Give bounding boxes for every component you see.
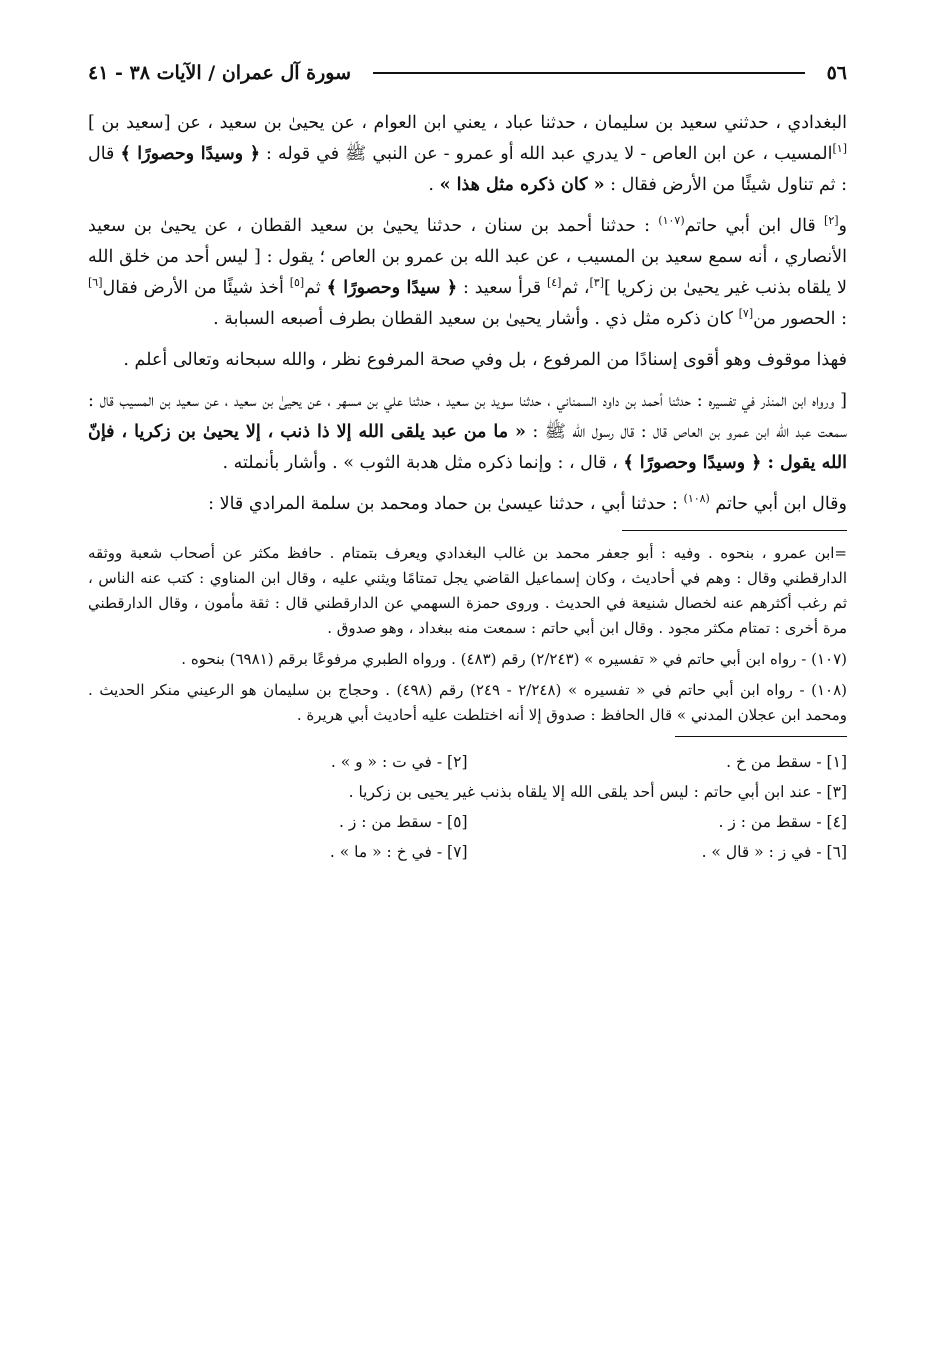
text: قال : ثم تناول شيئًا من الأرض فقال : bbox=[88, 144, 847, 195]
quran-quote: ﴿ سيدًا وحصورًا ﴾ bbox=[326, 278, 458, 298]
manuscript-variants bbox=[88, 747, 847, 867]
variant-ref: [٣] bbox=[589, 276, 605, 290]
variant-4: [٤] - سقط من : ز . bbox=[718, 813, 847, 831]
footnote-108: (١٠٨) - رواه ابن أبي حاتم في « تفسيره » (٢/٢٤٨ - ٢٤٩) رقم (٤٩٨) . وحجاج بن سليمان هو الرعيني منكر الحديث . ومحمد ابن عجلان المدني » قال الحافظ : صدوق إلا أنه اختلطت عليه أحاديث أبي هريرة . bbox=[88, 681, 848, 724]
text: قال ابن أبي حاتم bbox=[684, 216, 825, 236]
variant-1: [١] - سقط من خ . bbox=[726, 753, 847, 771]
variant-ref: [٤] bbox=[546, 276, 562, 290]
paragraph-4 bbox=[88, 386, 847, 479]
hadith-quote: « ما من عبد يلقى الله إلا ذا ذنب ، إلا يحيىٰ بن زكريا ، فإنّ الله يقول : ﴿ وسيدًا وحصورًا ﴾ bbox=[88, 422, 847, 473]
paragraph-5 bbox=[88, 489, 847, 520]
hadith-quote: « كان ذكره مثل هذا » bbox=[439, 175, 605, 195]
variant-6: [٦] - في ز : « قال » . bbox=[701, 843, 847, 861]
text: [ ورواه ابن المنذر في تفسيره : حدثنا أحمد بن داود السمناني ، حدثنا سويد بن سعيد ، حدثنا علي بن مسهر ، عن يحيىٰ بن سعيد ، عن سعيد بن المسيب قال : سمعت عبد الله ابن عمرو بن العاص قال : قال رسول الله ﷺ : bbox=[88, 391, 847, 442]
variants-row bbox=[88, 837, 847, 867]
variant-3: [٣] - عند ابن أبي حاتم : ليس أحد يلقى الله إلا يلقاه بذنب غير يحيى بن زكريا . bbox=[348, 783, 847, 801]
main-text bbox=[88, 108, 847, 520]
variant-5: [٥] - سقط من : ز . bbox=[338, 813, 468, 831]
footnote-ref: (١٠٨) bbox=[683, 492, 710, 506]
variant-ref: [٦] bbox=[88, 276, 103, 290]
text: و bbox=[838, 216, 847, 236]
text: . bbox=[428, 175, 440, 195]
variants-row bbox=[88, 807, 847, 837]
variants-row bbox=[88, 777, 847, 807]
variant-ref: [١] bbox=[832, 142, 847, 156]
text: المسيب ، عن ابن العاص - لا يدري عبد الله أو عمرو - عن النبي ﷺ في قوله : bbox=[259, 144, 833, 164]
text: أخذ شيئًا من الأرض فقال bbox=[102, 278, 290, 298]
paragraph-3: فهذا موقوف وهو أقوى إسنادًا من المرفوع ، بل وفي صحة المرفوع نظر ، والله سبحانه وتعالى أعلم . bbox=[123, 350, 847, 370]
paragraph-2 bbox=[88, 211, 847, 335]
text: ، قال ، : وإنما ذكره مثل هدبة الثوب » . وأشار بأنملته . bbox=[222, 453, 624, 473]
text: ثم bbox=[304, 278, 327, 298]
variants-row bbox=[88, 747, 847, 777]
text: : حدثنا أحمد بن سنان ، حدثنا يحيىٰ بن سعيد القطان ، عن يحيىٰ بن سعيد الأنصاري ، أنه سمع سعيد بن المسيب ، عن عبد الله بن عمرو بن العاص ؛ يقول : [ ليس أحد من خلق الله لا يلقاه بذنب غير يحيىٰ بن زكريا ] bbox=[88, 216, 847, 298]
paragraph-1 bbox=[88, 108, 847, 201]
text: : الحصور من bbox=[753, 309, 847, 329]
variant-ref: [٢] bbox=[824, 214, 839, 228]
text: ، ثم bbox=[561, 278, 590, 298]
footnotes bbox=[88, 541, 847, 728]
quran-quote: ﴿ وسيدًا وحصورًا ﴾ bbox=[120, 144, 260, 164]
page-number: ٥٦ bbox=[826, 62, 847, 84]
text: البغدادي ، حدثني سعيد بن سليمان ، حدثنا عباد ، يعني ابن العوام ، عن يحيىٰ بن سعيد ، عن [سعيد بن ] bbox=[88, 113, 847, 133]
variant-ref: [٧] bbox=[738, 307, 754, 321]
page-header bbox=[88, 56, 847, 90]
running-title: سورة آل عمران / الآيات ٣٨ - ٤١ bbox=[88, 62, 352, 84]
footnote-separator bbox=[622, 530, 847, 531]
text: كان ذكره مثل ذي . وأشار يحيىٰ بن سعيد القطان بطرف أصبعه السبابة . bbox=[213, 309, 739, 329]
variant-2: [٢] - في ت : « و » . bbox=[330, 753, 468, 771]
variant-ref: [٥] bbox=[289, 276, 305, 290]
variant-7: [٧] - في خ : « ما » . bbox=[329, 843, 468, 861]
footnote-107: (١٠٧) - رواه ابن أبي حاتم في « تفسيره » (٢/٢٤٣) رقم (٤٨٣) . ورواه الطبري مرفوعًا برقم (٦٩٨١) بنحوه . bbox=[181, 650, 847, 668]
footnote-continuation: =ابن عمرو ، بنحوه . وفيه : أبو جعفر محمد بن غالب البغدادي ويعرف بتمتام . حافظ مكثر عن أصحاب شعبة ووثقه الدارقطني وقال : وهم في أحاديث ، وكان إسماعيل القاضي يجل تمتامًا ويثني عليه ، وقال ابن المناوي : كتب عنه الناس ، ثم رغب أكثرهم عنه لخصال شنيعة في الحديث . وروى حمزة السهمي عن الدارقطني قال : ثقة مأمون ، وقال الدارقطني مرة أخرى : تمتام مكثر مجود . وقال ابن أبي حاتم : سمعت منه ببغداد ، وهو صدوق . bbox=[88, 544, 847, 637]
variants-separator bbox=[675, 736, 847, 737]
text: قرأ سعيد : bbox=[457, 278, 547, 298]
footnote-ref: (١٠٧) bbox=[658, 214, 685, 228]
text: وقال ابن أبي حاتم bbox=[709, 494, 847, 514]
header-rule bbox=[373, 72, 805, 74]
text: : حدثنا أبي ، حدثنا عيسىٰ بن حماد ومحمد بن سلمة المرادي قالا : bbox=[208, 494, 684, 514]
